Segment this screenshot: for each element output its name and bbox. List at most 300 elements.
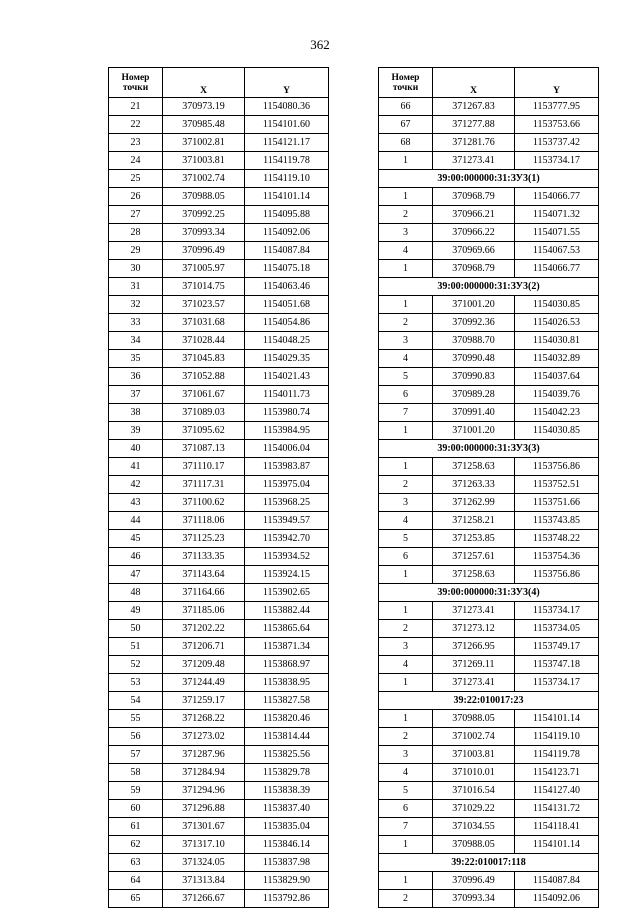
x-coordinate-cell: 371014.75	[163, 278, 245, 296]
table-row	[379, 548, 599, 566]
y-coordinate-cell: 1154087.84	[245, 242, 329, 260]
y-coordinate-cell: 1153752.51	[515, 476, 599, 494]
x-coordinate-cell: 371010.01	[433, 764, 515, 782]
y-coordinate-cell: 1153756.86	[515, 458, 599, 476]
y-coordinate-cell: 1154026.53	[515, 314, 599, 332]
point-number-cell: 1	[379, 152, 433, 170]
x-coordinate-cell: 371287.96	[163, 746, 245, 764]
table-row	[379, 476, 599, 494]
y-coordinate-cell: 1153902.65	[245, 584, 329, 602]
point-number-cell: 3	[379, 746, 433, 764]
table-row	[109, 368, 329, 386]
y-coordinate-cell: 1154054.86	[245, 314, 329, 332]
x-coordinate-cell: 371061.67	[163, 386, 245, 404]
x-coordinate-cell: 371002.81	[163, 134, 245, 152]
y-coordinate-cell: 1153827.58	[245, 692, 329, 710]
table-row	[379, 818, 599, 836]
section-title: 39:22:010017:23	[379, 692, 599, 710]
y-coordinate-cell: 1153871.34	[245, 638, 329, 656]
table-row	[379, 656, 599, 674]
y-coordinate-cell: 1153868.97	[245, 656, 329, 674]
x-coordinate-cell: 371263.33	[433, 476, 515, 494]
table-row	[109, 278, 329, 296]
table-row	[109, 206, 329, 224]
x-coordinate-cell: 371273.41	[433, 674, 515, 692]
table-row	[109, 116, 329, 134]
table-row	[379, 638, 599, 656]
x-coordinate-cell: 371095.62	[163, 422, 245, 440]
y-coordinate-cell: 1154030.81	[515, 332, 599, 350]
y-coordinate-cell: 1154032.89	[515, 350, 599, 368]
table-row	[109, 692, 329, 710]
table-row	[379, 368, 599, 386]
table-row	[379, 872, 599, 890]
point-number-cell: 2	[379, 728, 433, 746]
x-coordinate-cell: 370992.25	[163, 206, 245, 224]
table-row	[109, 404, 329, 422]
x-coordinate-cell: 371100.62	[163, 494, 245, 512]
y-coordinate-cell: 1153942.70	[245, 530, 329, 548]
y-coordinate-cell: 1153734.17	[515, 602, 599, 620]
x-coordinate-cell: 371273.02	[163, 728, 245, 746]
x-coordinate-cell: 370988.05	[433, 836, 515, 854]
point-number-cell: 7	[379, 818, 433, 836]
x-coordinate-cell: 370993.34	[163, 224, 245, 242]
point-number-cell: 29	[109, 242, 163, 260]
x-coordinate-cell: 370969.66	[433, 242, 515, 260]
y-coordinate-cell: 1154123.71	[515, 764, 599, 782]
section-row	[379, 440, 599, 458]
point-number-cell: 6	[379, 548, 433, 566]
x-coordinate-cell: 371259.17	[163, 692, 245, 710]
point-number-cell: 22	[109, 116, 163, 134]
point-number-cell: 54	[109, 692, 163, 710]
y-coordinate-cell: 1153924.15	[245, 566, 329, 584]
point-number-cell: 3	[379, 224, 433, 242]
point-number-cell: 53	[109, 674, 163, 692]
table-row	[379, 728, 599, 746]
x-coordinate-cell: 371244.49	[163, 674, 245, 692]
point-number-cell: 2	[379, 890, 433, 908]
x-coordinate-cell: 370990.83	[433, 368, 515, 386]
point-number-cell: 64	[109, 872, 163, 890]
table-row	[109, 242, 329, 260]
section-title: 39:22:010017:118	[379, 854, 599, 872]
y-coordinate-cell: 1153753.66	[515, 116, 599, 134]
table-row	[109, 602, 329, 620]
table-row	[109, 656, 329, 674]
table-row	[379, 566, 599, 584]
point-number-cell: 55	[109, 710, 163, 728]
point-number-cell: 31	[109, 278, 163, 296]
point-number-cell: 4	[379, 512, 433, 530]
x-coordinate-cell: 371002.74	[433, 728, 515, 746]
y-coordinate-cell: 1154080.36	[245, 98, 329, 116]
y-coordinate-cell: 1154037.64	[515, 368, 599, 386]
x-coordinate-cell: 370991.40	[433, 404, 515, 422]
y-coordinate-cell: 1153734.17	[515, 152, 599, 170]
point-number-cell: 1	[379, 188, 433, 206]
point-number-cell: 46	[109, 548, 163, 566]
point-number-cell: 59	[109, 782, 163, 800]
x-coordinate-cell: 371031.68	[163, 314, 245, 332]
point-number-cell: 27	[109, 206, 163, 224]
table-row	[379, 152, 599, 170]
point-number-cell: 24	[109, 152, 163, 170]
header-x: X	[163, 68, 245, 98]
point-number-cell: 33	[109, 314, 163, 332]
y-coordinate-cell: 1153968.25	[245, 494, 329, 512]
table-row	[109, 494, 329, 512]
y-coordinate-cell: 1153984.95	[245, 422, 329, 440]
table-row	[109, 836, 329, 854]
table-row	[379, 242, 599, 260]
x-coordinate-cell: 371258.21	[433, 512, 515, 530]
x-coordinate-cell: 370988.70	[433, 332, 515, 350]
x-coordinate-cell: 371257.61	[433, 548, 515, 566]
x-coordinate-cell: 370985.48	[163, 116, 245, 134]
y-coordinate-cell: 1153837.98	[245, 854, 329, 872]
x-coordinate-cell: 371185.06	[163, 602, 245, 620]
y-coordinate-cell: 1154092.06	[515, 890, 599, 908]
point-number-cell: 3	[379, 638, 433, 656]
y-coordinate-cell: 1154066.77	[515, 188, 599, 206]
y-coordinate-cell: 1154011.73	[245, 386, 329, 404]
x-coordinate-cell: 371052.88	[163, 368, 245, 386]
x-coordinate-cell: 371258.63	[433, 458, 515, 476]
point-number-cell: 56	[109, 728, 163, 746]
table-row	[379, 746, 599, 764]
section-title: 39:00:000000:31:ЗУ3(2)	[379, 278, 599, 296]
point-number-cell: 1	[379, 872, 433, 890]
y-coordinate-cell: 1153814.44	[245, 728, 329, 746]
point-number-cell: 2	[379, 206, 433, 224]
x-coordinate-cell: 371143.64	[163, 566, 245, 584]
y-coordinate-cell: 1153756.86	[515, 566, 599, 584]
coordinates-table-right	[378, 67, 599, 908]
x-coordinate-cell: 371125.23	[163, 530, 245, 548]
y-coordinate-cell: 1153777.95	[515, 98, 599, 116]
y-coordinate-cell: 1153792.86	[245, 890, 329, 908]
y-coordinate-cell: 1154006.04	[245, 440, 329, 458]
point-number-cell: 35	[109, 350, 163, 368]
section-row	[379, 854, 599, 872]
point-number-cell: 51	[109, 638, 163, 656]
table-row	[109, 152, 329, 170]
y-coordinate-cell: 1154119.10	[515, 728, 599, 746]
y-coordinate-cell: 1153829.90	[245, 872, 329, 890]
table-row	[109, 872, 329, 890]
table-row	[379, 404, 599, 422]
y-coordinate-cell: 1154063.46	[245, 278, 329, 296]
table-row	[379, 350, 599, 368]
table-row	[379, 764, 599, 782]
point-number-cell: 2	[379, 476, 433, 494]
table-row	[379, 530, 599, 548]
y-coordinate-cell: 1153820.46	[245, 710, 329, 728]
x-coordinate-cell: 371273.41	[433, 152, 515, 170]
point-number-cell: 1	[379, 674, 433, 692]
point-number-cell: 30	[109, 260, 163, 278]
y-coordinate-cell: 1154066.77	[515, 260, 599, 278]
table-row	[109, 782, 329, 800]
section-title: 39:00:000000:31:ЗУ3(4)	[379, 584, 599, 602]
section-title: 39:00:000000:31:ЗУ3(3)	[379, 440, 599, 458]
y-coordinate-cell: 1154071.32	[515, 206, 599, 224]
point-number-cell: 63	[109, 854, 163, 872]
y-coordinate-cell: 1154042.23	[515, 404, 599, 422]
section-row	[379, 278, 599, 296]
table-row	[379, 782, 599, 800]
table-row	[379, 332, 599, 350]
point-number-cell: 52	[109, 656, 163, 674]
x-coordinate-cell: 371001.20	[433, 296, 515, 314]
point-number-cell: 1	[379, 566, 433, 584]
y-coordinate-cell: 1153846.14	[245, 836, 329, 854]
table-row	[109, 728, 329, 746]
x-coordinate-cell: 371016.54	[433, 782, 515, 800]
point-number-cell: 28	[109, 224, 163, 242]
point-number-cell: 65	[109, 890, 163, 908]
point-number-cell: 4	[379, 656, 433, 674]
x-coordinate-cell: 371028.44	[163, 332, 245, 350]
point-number-cell: 6	[379, 800, 433, 818]
point-number-cell: 21	[109, 98, 163, 116]
point-number-cell: 41	[109, 458, 163, 476]
x-coordinate-cell: 370968.79	[433, 260, 515, 278]
point-number-cell: 50	[109, 620, 163, 638]
y-coordinate-cell: 1153754.36	[515, 548, 599, 566]
section-row	[379, 692, 599, 710]
x-coordinate-cell: 371324.05	[163, 854, 245, 872]
table-row	[379, 224, 599, 242]
table-row	[109, 350, 329, 368]
table-row	[109, 188, 329, 206]
x-coordinate-cell: 371023.57	[163, 296, 245, 314]
table-row	[109, 440, 329, 458]
x-coordinate-cell: 371266.67	[163, 890, 245, 908]
point-number-cell: 3	[379, 332, 433, 350]
table-row	[379, 512, 599, 530]
point-number-cell: 38	[109, 404, 163, 422]
table-row	[379, 602, 599, 620]
y-coordinate-cell: 1154101.60	[245, 116, 329, 134]
table-row	[379, 800, 599, 818]
x-coordinate-cell: 371001.20	[433, 422, 515, 440]
x-coordinate-cell: 370966.21	[433, 206, 515, 224]
header-point-number: Номер точки	[109, 68, 163, 98]
table-row	[109, 674, 329, 692]
table-row	[379, 458, 599, 476]
y-coordinate-cell: 1154131.72	[515, 800, 599, 818]
point-number-cell: 5	[379, 782, 433, 800]
table-row	[379, 116, 599, 134]
point-number-cell: 1	[379, 710, 433, 728]
table-row	[109, 224, 329, 242]
table-row	[109, 854, 329, 872]
point-number-cell: 4	[379, 764, 433, 782]
table-row	[109, 512, 329, 530]
point-number-cell: 37	[109, 386, 163, 404]
point-number-cell: 34	[109, 332, 163, 350]
x-coordinate-cell: 371110.17	[163, 458, 245, 476]
point-number-cell: 7	[379, 404, 433, 422]
section-row	[379, 584, 599, 602]
x-coordinate-cell: 371133.35	[163, 548, 245, 566]
x-coordinate-cell: 371164.66	[163, 584, 245, 602]
x-coordinate-cell: 371003.81	[433, 746, 515, 764]
y-coordinate-cell: 1154095.88	[245, 206, 329, 224]
x-coordinate-cell: 370996.49	[433, 872, 515, 890]
y-coordinate-cell: 1154092.06	[245, 224, 329, 242]
header-point-number: Номер точки	[379, 68, 433, 98]
point-number-cell: 4	[379, 242, 433, 260]
point-number-cell: 45	[109, 530, 163, 548]
y-coordinate-cell: 1154051.68	[245, 296, 329, 314]
point-number-cell: 32	[109, 296, 163, 314]
table-row	[109, 332, 329, 350]
point-number-cell: 1	[379, 836, 433, 854]
header-x: X	[433, 68, 515, 98]
point-number-cell: 47	[109, 566, 163, 584]
x-coordinate-cell: 371118.06	[163, 512, 245, 530]
y-coordinate-cell: 1154071.55	[515, 224, 599, 242]
point-number-cell: 57	[109, 746, 163, 764]
y-coordinate-cell: 1153747.18	[515, 656, 599, 674]
point-number-cell: 4	[379, 350, 433, 368]
table-row	[109, 710, 329, 728]
table-row	[109, 800, 329, 818]
x-coordinate-cell: 371317.10	[163, 836, 245, 854]
x-coordinate-cell: 370968.79	[433, 188, 515, 206]
point-number-cell: 25	[109, 170, 163, 188]
y-coordinate-cell: 1154029.35	[245, 350, 329, 368]
table-row	[379, 710, 599, 728]
table-header-row	[379, 68, 599, 98]
table-row	[109, 98, 329, 116]
x-coordinate-cell: 371117.31	[163, 476, 245, 494]
table-row	[109, 746, 329, 764]
point-number-cell: 2	[379, 314, 433, 332]
table-row	[379, 98, 599, 116]
y-coordinate-cell: 1154067.53	[515, 242, 599, 260]
y-coordinate-cell: 1153975.04	[245, 476, 329, 494]
x-coordinate-cell: 370973.19	[163, 98, 245, 116]
table-row	[379, 260, 599, 278]
x-coordinate-cell: 371273.41	[433, 602, 515, 620]
x-coordinate-cell: 371262.99	[433, 494, 515, 512]
y-coordinate-cell: 1154039.76	[515, 386, 599, 404]
x-coordinate-cell: 371313.84	[163, 872, 245, 890]
table-row	[109, 584, 329, 602]
point-number-cell: 1	[379, 260, 433, 278]
x-coordinate-cell: 371294.96	[163, 782, 245, 800]
table-row	[109, 422, 329, 440]
point-number-cell: 49	[109, 602, 163, 620]
x-coordinate-cell: 371206.71	[163, 638, 245, 656]
y-coordinate-cell: 1153980.74	[245, 404, 329, 422]
point-number-cell: 1	[379, 422, 433, 440]
x-coordinate-cell: 370996.49	[163, 242, 245, 260]
table-row	[379, 296, 599, 314]
table-row	[109, 566, 329, 584]
point-number-cell: 44	[109, 512, 163, 530]
point-number-cell: 1	[379, 458, 433, 476]
table-row	[379, 674, 599, 692]
y-coordinate-cell: 1154101.14	[515, 710, 599, 728]
table-row	[379, 386, 599, 404]
point-number-cell: 58	[109, 764, 163, 782]
table-row	[109, 548, 329, 566]
point-number-cell: 61	[109, 818, 163, 836]
table-row	[379, 422, 599, 440]
y-coordinate-cell: 1153748.22	[515, 530, 599, 548]
table-row	[109, 530, 329, 548]
point-number-cell: 6	[379, 386, 433, 404]
point-number-cell: 36	[109, 368, 163, 386]
table-row	[109, 386, 329, 404]
y-coordinate-cell: 1153751.66	[515, 494, 599, 512]
x-coordinate-cell: 370993.34	[433, 890, 515, 908]
y-coordinate-cell: 1153829.78	[245, 764, 329, 782]
x-coordinate-cell: 371273.12	[433, 620, 515, 638]
point-number-cell: 23	[109, 134, 163, 152]
point-number-cell: 40	[109, 440, 163, 458]
x-coordinate-cell: 371045.83	[163, 350, 245, 368]
x-coordinate-cell: 370988.05	[433, 710, 515, 728]
x-coordinate-cell: 371029.22	[433, 800, 515, 818]
table-row	[379, 188, 599, 206]
y-coordinate-cell: 1154119.10	[245, 170, 329, 188]
table-row	[109, 818, 329, 836]
x-coordinate-cell: 370992.36	[433, 314, 515, 332]
x-coordinate-cell: 371209.48	[163, 656, 245, 674]
y-coordinate-cell: 1153825.56	[245, 746, 329, 764]
y-coordinate-cell: 1154030.85	[515, 422, 599, 440]
x-coordinate-cell: 371277.88	[433, 116, 515, 134]
point-number-cell: 39	[109, 422, 163, 440]
page-number: 362	[310, 37, 330, 52]
point-number-cell: 5	[379, 368, 433, 386]
point-number-cell: 60	[109, 800, 163, 818]
y-coordinate-cell: 1153983.87	[245, 458, 329, 476]
y-coordinate-cell: 1153882.44	[245, 602, 329, 620]
header-y: Y	[515, 68, 599, 98]
table-row	[109, 170, 329, 188]
x-coordinate-cell: 371003.81	[163, 152, 245, 170]
table-row	[379, 836, 599, 854]
table-row	[109, 134, 329, 152]
x-coordinate-cell: 371267.83	[433, 98, 515, 116]
point-number-cell: 1	[379, 602, 433, 620]
y-coordinate-cell: 1154119.78	[515, 746, 599, 764]
x-coordinate-cell: 371266.95	[433, 638, 515, 656]
y-coordinate-cell: 1154087.84	[515, 872, 599, 890]
y-coordinate-cell: 1153835.04	[245, 818, 329, 836]
point-number-cell: 42	[109, 476, 163, 494]
table-row	[109, 296, 329, 314]
y-coordinate-cell: 1154118.41	[515, 818, 599, 836]
x-coordinate-cell: 371284.94	[163, 764, 245, 782]
y-coordinate-cell: 1154048.25	[245, 332, 329, 350]
table-header-row	[109, 68, 329, 98]
coordinates-table-left	[108, 67, 329, 908]
x-coordinate-cell: 371202.22	[163, 620, 245, 638]
table-row	[379, 206, 599, 224]
y-coordinate-cell: 1153949.57	[245, 512, 329, 530]
point-number-cell: 67	[379, 116, 433, 134]
x-coordinate-cell: 370988.05	[163, 188, 245, 206]
